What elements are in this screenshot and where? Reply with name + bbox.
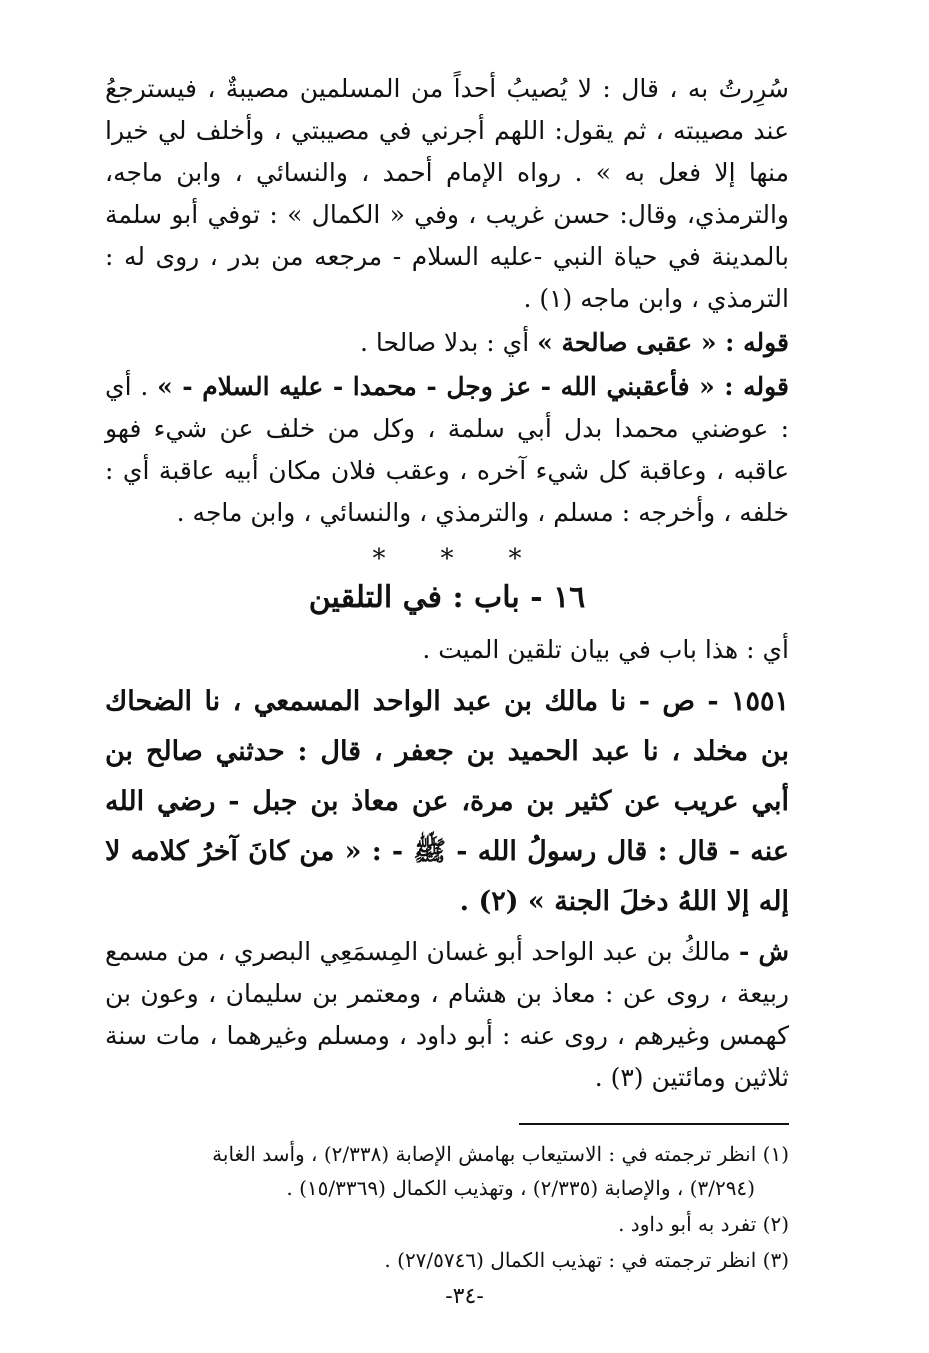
footnote-3-line-1: (٣) انظر ترجمته في : تهذيب الكمال (٢٧/٥٧٤٦) . [384,1248,789,1272]
footnote-2 [105,1207,789,1241]
separator-star: * [440,544,454,574]
explanation-aqabani: . أي : عوضني محمدا بدل أبي سلمة ، وكل من خلف عن شيء فهو عاقبه ، وعاقبة كل شيء آخره ، وعقب فلان مكان أبيه عاقبة أي : خلفه ، وأخرجه : مسلم ، والترمذي ، والنسائي ، وابن ماجه . [105,372,789,527]
separator-star: * [372,544,386,574]
quote-aqabani: قوله : « فأعقبني الله - عز وجل - محمدا - عليه السلام - » [157,372,789,401]
footnote-divider-wrap [105,1099,789,1135]
separator-star: * [508,544,522,574]
chapter-intro: أي : هذا باب في بيان تلقين الميت . [422,635,789,664]
commentary-lead: ش - [738,937,789,966]
paragraph-uqba [105,322,789,364]
paragraph-continuation: سُرِرتُ به ، قال : لا يُصيبُ أحداً من المسلمين مصيبةٌ ، فيسترجعُ عند مصيبته ، ثم يقول: اللهم أجرني في مصيبتي ، وأخلف لي خيرا منها إلا فعل به » . رواه الإمام أحمد ، والنسائي ، وابن ماجه، والترمذي، وقال: حسن غريب ، وفي « الكمال » : توفي أبو سلمة بالمدينة في حياة النبي -عليه السلام - مرجعه من بدر ، روى له : الترمذي ، وابن ماجه (١) . [105,74,789,313]
footnote-3 [105,1243,789,1277]
footnote-1 [105,1137,789,1205]
commentary-text: مالكُ بن عبد الواحد أبو غسان المِسمَعِي البصري ، من مسمع ربيعة ، روى عن : معاذ بن هشام ، ومعتمر بن سليمان ، وعون بن كهمس وغيرهم ، روى عنه : أبو داود ، ومسلم وغيرهما ، مات سنة ثلاثين ومائتين (٣) . [105,937,789,1092]
footnote-1-line-2: (٣/٢٩٤) ، والإصابة (٢/٣٣٥) ، وتهذيب الكمال (١٥/٣٣٦٩) . [286,1176,755,1200]
explanation-uqba: أي : بدلا صالحا . [359,328,538,357]
footnotes [105,1137,789,1277]
commentary [105,931,789,1099]
paragraph-aqabani [105,366,789,534]
page-number: -٣٤- [445,1284,484,1309]
footnote-1-line-1: (١) انظر ترجمته في : الاستيعاب بهامش الإصابة (٢/٣٣٨) ، وأسد الغابة [212,1142,789,1166]
quote-uqba: قوله : « عقبى صالحة » [537,328,789,357]
hadith-text: ١٥٥١ - ص - نا مالك بن عبد الواحد المسمعي ، نا الضحاك بن مخلد ، نا عبد الحميد بن جعفر ، قال : حدثني صالح بن أبي عريب عن كثير بن مرة، عن معاذ بن جبل - رضي الله عنه - قال : قال رسولُ الله - ﷺ - : « من كانَ آخرُ كلامه لا إله إلا اللهُ دخلَ الجنة » (٢) . [105,686,789,917]
chapter-title: ١٦ - باب : في التلقين [308,580,586,615]
footnote-2-line-1: (٢) تفرد به أبو داود . [618,1212,789,1236]
section-separator [105,544,789,574]
footnote-divider [519,1123,789,1125]
